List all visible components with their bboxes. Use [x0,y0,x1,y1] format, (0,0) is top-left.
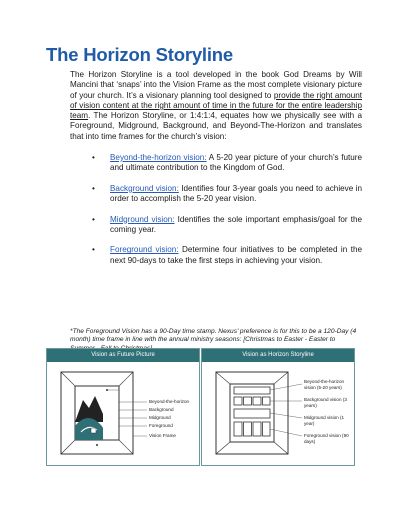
background-cell [234,397,242,405]
midground-cell [234,409,270,418]
bullet-text: Identifies the sole important emphasis/goal for the coming year. [110,214,362,234]
midground-link[interactable]: Midground vision: [110,214,175,224]
bullet-beyond-horizon [88,153,362,174]
intro-underlined-text: provide the right amount of vision content at the right amount of time in the future for the entire leadership team [70,90,362,121]
footnote: *The Foreground Vision has a 90-Day time stamp. Nexus’ preference is for this to be a 120-Day (4 month) time frame in line with the annual ministry seasons: [Christmas to Easter - Easter to [70,328,357,344]
label-foreground: Foreground [149,423,173,428]
bullet-icon: • [92,214,95,224]
label-background: Background [149,407,174,412]
beyond-cell [234,387,270,394]
intro-text-2: . The Horizon Storyline, or 1:4:1:4, equates how we physically see with a Foreground, Midground, Background, and Beyond-The-Horizon and translates that into time frames for the church’s vision: [70,111,362,141]
label-vision-frame: Vision Frame [149,433,176,438]
bullet-text: A 5-20 year picture of your church’s future and ultimate contribution to the Kingdom of God. [110,153,362,173]
vision-bullet-list [88,153,362,276]
background-cell [263,397,271,405]
label-midground-vision: Midground vision (1 year) [304,415,345,426]
horizon-storyline-panel [201,348,355,466]
label-beyond-horizon-vision: Beyond-the-horizon vision (5-20 years) [304,379,345,390]
bullet-icon: • [92,183,95,193]
horizon-storyline-header: Vision as Horizon Storyline [202,349,354,362]
background-link[interactable]: Background vision: [110,183,179,193]
label-beyond-horizon: Beyond-the-horizon [149,399,190,404]
intro-text-1: The Horizon Storyline is a tool developed in the book God Dreams by Will Mancini that ‘snaps’ into the Vision Frame as the most complete visionary picture of your church. It’s a visionary planning tool designed to [70,70,362,100]
foreground-cell [234,422,242,436]
intro-paragraph [70,70,362,142]
bullet-midground [88,215,362,236]
vision-frame-illustration [47,362,201,467]
background-cell [244,397,252,405]
label-background-vision: Background vision (3 years) [304,397,347,408]
label-foreground-vision: Foreground vision (90 days) [304,433,349,444]
bullet-icon: • [92,245,95,255]
page-title: The Horizon Storyline [46,44,233,65]
future-picture-panel [46,348,200,466]
foreground-link[interactable]: Foreground vision: [110,245,179,255]
bullet-foreground [88,245,362,266]
bullet-icon: • [92,153,95,162]
bullet-text: Determine four initiatives to be completed in the next 90-days to take the first steps in achieving your vision. [110,245,362,265]
foreground-cell [244,422,252,436]
bullet-background [88,184,362,205]
label-midground: Midground [149,415,171,420]
foreground-cell [253,422,261,436]
foreground-cell [263,422,271,436]
background-cell [253,397,261,405]
future-picture-header: Vision as Future Picture [47,349,199,362]
beyond-horizon-link[interactable]: Beyond-the-horizon vision: [110,153,207,162]
bullet-text: Identifies four 3-year goals you need to achieve in order to accomplish the 5-20 year vision. [110,183,362,204]
